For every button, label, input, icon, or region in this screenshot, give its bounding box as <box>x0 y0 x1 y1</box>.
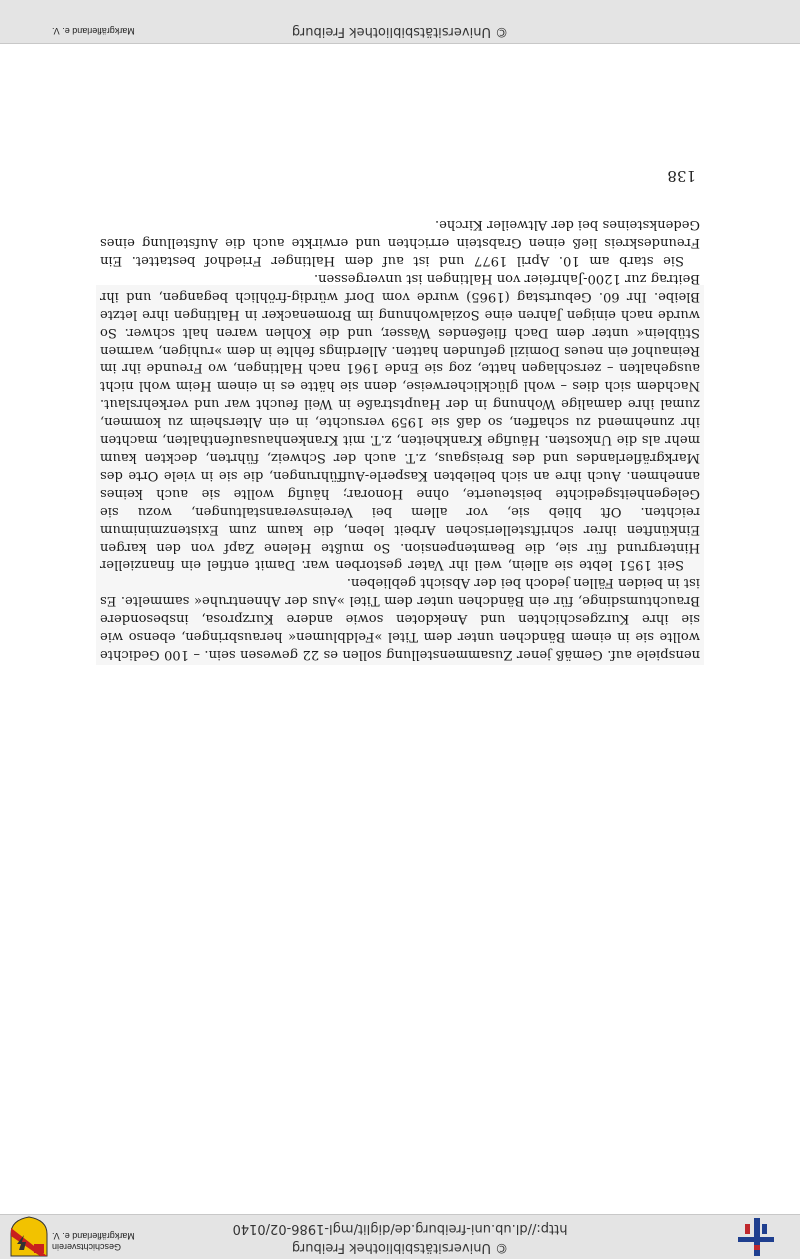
society-label <box>52 1230 152 1252</box>
page-number: 138 <box>667 167 696 185</box>
article-text <box>100 215 700 663</box>
footer-copyright-credit: © Universitätsbibliothek Freiburg <box>291 24 509 39</box>
viewer-footer-bar <box>0 0 800 44</box>
paragraph-1: nenspiele auf. Gemäß jener Zusammenstellung sollen es 22 gewesen sein. – 100 Gedichte wollte sie in einem Bändchen unter dem Titel »Feldblumen« herausbringen, ebenso wie sie ihre Kurzgeschichten und Anekdoten sowie andere Kurzprosa, insbesondere Brauchtumsdinge, für ein Bändchen unter dem Titel »Aus der Ahnentruhe« sammelte. Es ist in beiden Fällen jedoch bei der Absicht geblieben. <box>100 575 700 662</box>
document-url-link[interactable]: http://dl.ub.uni-freiburg.de/diglit/mgl-1986-02/0140 <box>232 1221 568 1236</box>
society-label-line1: Geschichtsverein <box>52 1242 122 1252</box>
society-label-line2: Markgräflerland e. V. <box>52 1231 135 1241</box>
paragraph-2: Seit 1951 lebte sie allein, weil ihr Vater gestorben war. Damit entfiel ein finanzieller Hintergrund für sie, die Beamtenpension. So mußte Helene Zapf von den kargen Einkünften ihrer schriftstellerischen Arbeit leben, die kaum zum Existenzminimum reichten. Oft blieb sie, vor allem bei Vereinsveranstaltungen, wozu sie Gelegenheitsgedichte beisteuerte, ohne Honorar; häufig wollte sie auch keines annehmen. Auch ihre an sich beliebten Kasperle-Aufführungen, die sie in viele Orte des Markgräflerlandes und des Breisgaus, z.T. auch der Schweiz, führten, deckten kaum mehr als die Unkosten. Häufige Krankheiten, z.T. mit Krankenhausaufenthalten, machten ihr zunehmend zu schaffen, so daß sie 1959 versuchte, in ein Altersheim zu kommen, zumal ihre damalige Wohnung in der Hauptstraße in Weil feucht war und verkehrslaut. Nachdem sich dies – wohl glücklicherweise, denn sie hätte es in einem Heim wohl nicht ausgehalten – zerschlagen hatte, zog sie Ende 1961 nach Haltingen, wo Freunde ihr im Reinauhof ein neues Domizil gefunden hatten. Allerdings fehlte in dem »ruhigen, warmen Stüblein« unter dem Dach fließendes Wasser, und die Kohlen waren halt schwer. So wurde nach einigen Jahren eine Sozialwohnung im Bromenacker in Haltingen ihre letzte Bleibe. Ihr 60. Geburtstag (1965) wurde vom Dorf würdig-fröhlich begangen, und ihr Beitrag zur 1200-Jahrfeier von Haltingen ist unvergessen. <box>100 270 700 573</box>
viewer-header-bar <box>0 1214 800 1259</box>
society-crest-logo <box>8 1216 50 1258</box>
paragraph-3: Sie starb am 10. April 1977 und ist auf dem Haltinger Friedhof bestattet. Ein Freundeskreis ließ einen Grabstein errichten und erwirkte auch die Aufstellung eines Gedenksteines bei der Altweiler Kirche. <box>100 217 700 269</box>
footer-society-label: Markgräflerland e. V. <box>52 26 135 36</box>
copyright-credit: © Universitätsbibliothek Freiburg <box>291 1240 509 1255</box>
